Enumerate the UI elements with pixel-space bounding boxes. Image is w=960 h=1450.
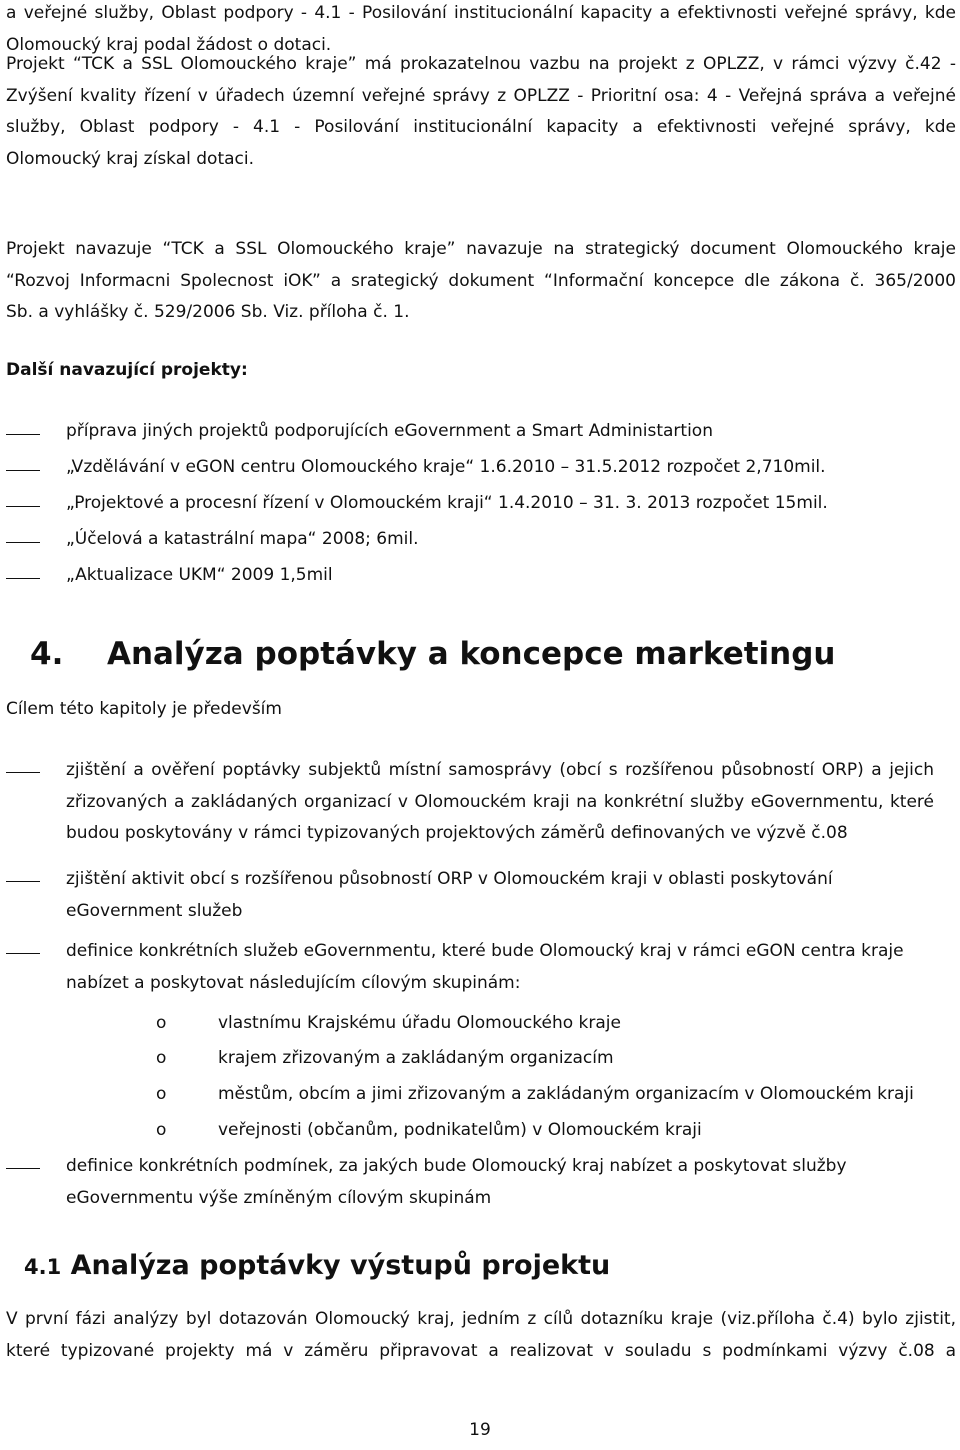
list-item <box>66 864 934 927</box>
section-number: 4.1 <box>24 1255 62 1279</box>
paragraph-analysis <box>6 1304 956 1367</box>
text-line: zjištění a ověření poptávky subjektů místní samosprávy (obcí s rozšířenou působností ORP) a jejich <box>66 760 934 780</box>
chapter-title: Analýza poptávky a koncepce marketingu <box>106 636 836 672</box>
text-line: definice konkrétních služeb eGovernmentu, které bude Olomoucký kraj v rámci eGON centra kraje <box>66 941 904 961</box>
circle-bullet: o <box>156 1084 167 1104</box>
text-line: zřizovaných a zakládaných organizací v Olomouckém kraji na konkrétní služby eGovernmentu, které <box>66 791 934 812</box>
sub-list-item: veřejnosti (občanům, podnikatelům) v Olomouckém kraji <box>218 1120 702 1140</box>
text-line: Olomoucký kraj podal žádost o dotaci. <box>6 34 332 55</box>
text-line: Olomoucký kraj získal dotaci. <box>6 148 255 169</box>
dash-bullet <box>6 1168 40 1169</box>
list-item: „Aktualizace UKM“ 2009 1,5mil <box>66 565 333 585</box>
text-line: Projekt “TCK a SSL Olomouckého kraje” má prokazatelnou vazbu na projekt z OPLZZ, v rámci výzvy č.42 - <box>6 54 956 74</box>
dash-bullet <box>6 434 40 435</box>
list-item <box>66 755 934 850</box>
dash-bullet <box>6 881 40 882</box>
list-item <box>66 936 934 999</box>
paragraph-strategy-link <box>6 234 956 329</box>
paragraph-oplzz-link <box>6 49 956 175</box>
text-line: zjištění aktivit obcí s rozšířenou působností ORP v Olomouckém kraji v oblasti poskytování <box>66 869 833 889</box>
dash-bullet <box>6 470 40 471</box>
dash-bullet <box>6 578 40 579</box>
chapter-number: 4. <box>30 636 64 672</box>
dash-bullet <box>6 772 40 773</box>
related-projects-heading: Další navazující projekty: <box>6 360 248 380</box>
section-title: Analýza poptávky výstupů projektu <box>70 1250 611 1281</box>
text-line: které typizované projekty má v záměru připravovat a realizovat v souladu s podmínkami výzvy č.08 a <box>6 1340 956 1361</box>
list-item: „Účelová a katastrální mapa“ 2008; 6mil. <box>66 529 419 549</box>
text-line: definice konkrétních podmínek, za jakých bude Olomoucký kraj nabízet a poskytovat služby <box>66 1156 847 1176</box>
text-line: služby, Oblast podpory - 4.1 - Posilování institucionální kapacity a efektivnosti veřejné správy, kde <box>6 117 956 137</box>
text-line: budou poskytovány v rámci typizovaných projektových záměrů definovaných ve výzvě č.08 <box>66 823 848 843</box>
sub-list-item: krajem zřizovaným a zakládaným organizacím <box>218 1048 614 1068</box>
page-number: 19 <box>469 1420 491 1440</box>
list-item: „Vzdělávání v eGON centru Olomouckého kraje“ 1.6.2010 – 31.5.2012 rozpočet 2,710mil. <box>66 457 826 477</box>
text-line: eGovernment služeb <box>66 900 243 921</box>
circle-bullet: o <box>156 1048 167 1068</box>
circle-bullet: o <box>156 1120 167 1140</box>
dash-bullet <box>6 506 40 507</box>
text-line: a veřejné služby, Oblast podpory - 4.1 - Posilování institucionální kapacity a efektivnosti veřejné správy, kde <box>6 3 956 23</box>
text-line: Sb. a vyhlášky č. 529/2006 Sb. Viz. příloha č. 1. <box>6 302 410 322</box>
dash-bullet <box>6 953 40 954</box>
sub-list-item: vlastnímu Krajskému úřadu Olomouckého kraje <box>218 1013 621 1033</box>
list-item: příprava jiných projektů podporujících eGovernment a Smart Administartion <box>66 421 713 441</box>
list-item <box>66 1151 934 1214</box>
text-line: V první fázi analýzy byl dotazován Olomoucký kraj, jedním z cílů dotazníku kraje (viz.příloha č.4) bylo zjistit, <box>6 1309 956 1329</box>
chapter-intro: Cílem této kapitoly je především <box>6 699 282 719</box>
sub-list-item: městům, obcím a jimi zřizovaným a zakládaným organizacím v Olomouckém kraji <box>218 1084 914 1104</box>
text-line: Projekt navazuje “TCK a SSL Olomouckého kraje” navazuje na strategický document Olomouckého kraje <box>6 239 956 259</box>
text-line: “Rozvoj Informacni Spolecnost iOK” a srategický dokument “Informační koncepce dle zákona č. 365/2000 <box>6 270 956 291</box>
text-line: Zvýšení kvality řízení v úřadech územní veřejné správy z OPLZZ - Prioritní osa: 4 - Veřejná správa a veřejné <box>6 85 956 106</box>
chapter-heading <box>30 636 836 672</box>
dash-bullet <box>6 542 40 543</box>
section-heading <box>24 1250 610 1281</box>
text-line: eGovernmentu výše zmíněným cílovým skupinám <box>66 1187 492 1208</box>
text-line: nabízet a poskytovat následujícím cílovým skupinám: <box>66 972 521 993</box>
circle-bullet: o <box>156 1013 167 1033</box>
list-item: „Projektové a procesní řízení v Olomouckém kraji“ 1.4.2010 – 31. 3. 2013 rozpočet 15mil. <box>66 493 828 513</box>
